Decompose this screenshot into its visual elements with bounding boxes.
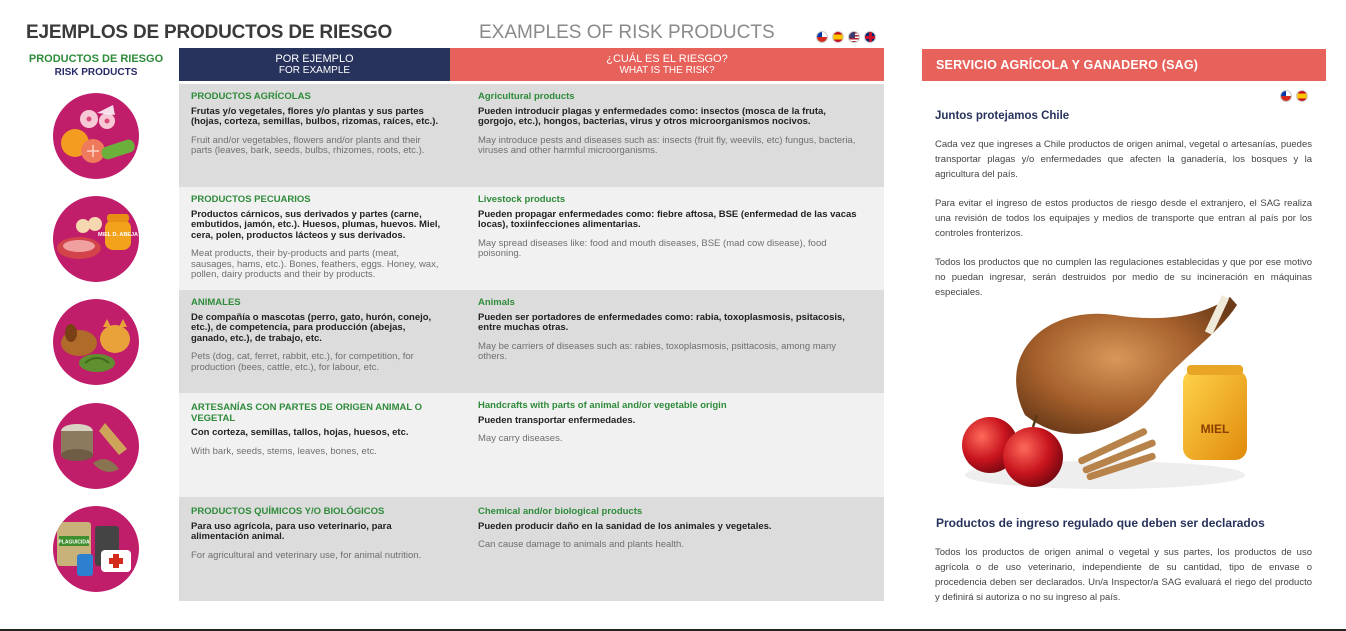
pesticide-label: PLAGUICIDA [58,539,90,546]
risk-header-es: ¿CUÁL ES EL RIESGO? [606,53,728,65]
example-cell [191,92,441,157]
category-description-es: Para uso agrícola, para uso veterinario, para alimentación animal. [191,520,392,542]
fruits-vegetables-icon [53,93,139,179]
risk-description-en: May spread diseases like: food and mouth diseases, BSE (mad cow disease), food poisoning. [478,237,827,259]
category-description-es: Productos cárnicos, sus derivados y partes (carne, embutidos, jamón, etc.). Huesos, plumas, huevos. Miel, cera, polen, productos lácteos y sus derivados. [191,208,441,241]
category-title: ARTESANÍAS CON PARTES DE ORIGEN ANIMAL O VEGETAL [191,402,423,424]
paragraph-4: Todos los productos de origen animal o vegetal y sus partes, los productos de uso agrícola o de uso veterinario, independiente de su cantidad, tipo de envase o procedencia deben ser declarados. Un/a Inspector/a SAG evaluará el riego del producto y definirá si autoriza o no su ingreso al país. [935,547,1312,603]
section-subtitle-2: Productos de ingreso regulado que deben ser declarados [936,516,1265,530]
products-column-header [26,53,166,79]
spain-flag-icon[interactable] [832,31,844,43]
page-title-en: EXAMPLES OF RISK PRODUCTS [479,22,775,43]
category-description-en: With bark, seeds, stems, leaves, bones, etc. [191,445,377,457]
example-column-header [179,48,450,81]
category-description-en: For agricultural and veterinary use, for animal nutrition. [191,549,422,561]
example-cell [191,507,441,561]
table-row [179,290,884,393]
category-description-en: Fruit and/or vegetables, flowers and/or plants and their parts (leaves, bark, seeds, bulbs, rhizomes, roots, etc.). [191,134,425,156]
honey-jar-label: MIEL [1200,422,1230,436]
table-row [179,84,884,187]
chemical-biological-icon [53,506,139,592]
risk-column-header [450,48,884,81]
chile-flag-icon[interactable] [1280,90,1292,102]
risk-description-en: May carry diseases. [478,433,563,444]
category-description-en: Pets (dog, cat, ferret, rabbit, etc.), for competition, for production (bees, cattle, etc.), for labour, etc. [191,351,414,373]
category-description-es: Frutas y/o vegetales, flores y/o plantas y sus partes (hojas, corteza, semillas, bulbos, rizomas, raíces, etc.). [191,105,439,127]
risk-cell [478,507,858,551]
risk-cell [478,195,858,260]
risk-cell [478,92,858,157]
uk-flag-icon[interactable] [864,31,876,43]
risk-cell [478,401,858,445]
page-title-es: EJEMPLOS DE PRODUCTOS DE RIESGO [26,22,393,43]
section-subtitle: Juntos protejamos Chile [935,110,1070,122]
language-flags [816,31,876,43]
language-flags-right [1280,90,1308,102]
risk-description-es: Pueden introducir plagas y enfermedades como: insectos (mosca de la fruta, gorgojo, etc.), hongos, bacterias, virus y otros microorganismos nocivos. [478,105,826,127]
category-description-es: Con corteza, semillas, tallos, hojas, huesos, etc. [191,427,409,438]
risk-description-en: May be carriers of diseases such as: rabies, toxoplasmosis, psittacosis, among many others. [478,340,836,362]
table-row [179,187,884,290]
table-row [179,497,884,601]
products-header-es: PRODUCTOS DE RIESGO [28,53,164,65]
category-title: PRODUCTOS AGRÍCOLAS [191,91,311,102]
risk-title: Animals [478,297,515,308]
chile-flag-icon[interactable] [816,31,828,43]
example-cell [191,403,441,457]
meat-honey-eggs-icon [53,196,139,282]
usa-flag-icon[interactable] [848,31,860,43]
example-header-es: POR EJEMPLO [275,53,354,65]
category-title: ANIMALES [191,297,241,308]
risk-title: Chemical and/or biological products [478,506,643,517]
products-header-en: RISK PRODUCTS [54,67,138,78]
risk-description-es: Pueden producir daño en la sanidad de los animales y vegetales. [478,520,772,532]
risk-title: Handcrafts with parts of animal and/or vegetable origin [478,400,727,411]
category-title: PRODUCTOS PECUARIOS [191,194,311,205]
risk-title: Agricultural products [478,91,575,102]
pets-animals-icon [53,299,139,385]
category-description-en: Meat products, their by-products and parts (meat, sausages, hams, etc.). Bones, feathers, eggs. Honey, wax, pollen, dairy products and their by products. [191,248,439,280]
example-cell [191,298,441,373]
paragraph-3: Todos los productos que no cumplen las regulaciones establecidas y que por ese motivo no puedan ingresar, serán destruidos por medio de su incineración en máquinas especiales. [935,257,1312,298]
handcrafts-icon [53,403,139,489]
risk-description-es: Pueden ser portadores de enfermedades como: rabia, toxoplasmosis, psitacosis, entre muchas otras. [478,311,845,333]
products-illustration [955,295,1255,505]
paragraph-2: Para evitar el ingreso de estos productos de riesgo desde el extranjero, el SAG realiza una revisión de todos los equipajes y medios de transporte que entran al país por los controles fronterizos. [935,198,1312,239]
table-row [179,393,884,497]
risk-description-en: Can cause damage to animals and plants health. [478,539,684,550]
spain-flag-icon[interactable] [1296,90,1308,102]
example-header-en: FOR EXAMPLE [278,65,351,76]
risk-description-es: Pueden propagar enfermedades como: fiebre aftosa, BSE (enfermedad de las vacas locas), toxiinfecciones alimentarias. [478,208,857,230]
sag-title-bar: SERVICIO AGRÍCOLA Y GANADERO (SAG) [922,49,1326,81]
jar-label: MIEL D. ABEJA [97,232,139,238]
category-title: PRODUCTOS QUÍMICOS Y/O BIOLÓGICOS [191,506,385,517]
category-description-es: De compañía o mascotas (perro, gato, hurón, conejo, etc.), de competencia, para producción (abejas, ganado, etc.), de trabajo, etc. [191,311,432,344]
risk-title: Livestock products [478,194,566,205]
paragraph-1: Cada vez que ingreses a Chile productos de origen animal, vegetal o artesanías, puedes transportar plagas y/o enfermedades que afecten la ganadería, los bosques y la agricultura del país. [935,139,1312,180]
risk-header-en: WHAT IS THE RISK? [619,65,715,76]
risk-description-es: Pueden transportar enfermedades. [478,414,636,426]
example-cell [191,195,441,281]
risk-cell [478,298,858,363]
risk-description-en: May introduce pests and diseases such as: insects (fruit fly, weevils, etc) fungus, bacteria, viruses and other harmful microorganisms. [478,134,856,156]
